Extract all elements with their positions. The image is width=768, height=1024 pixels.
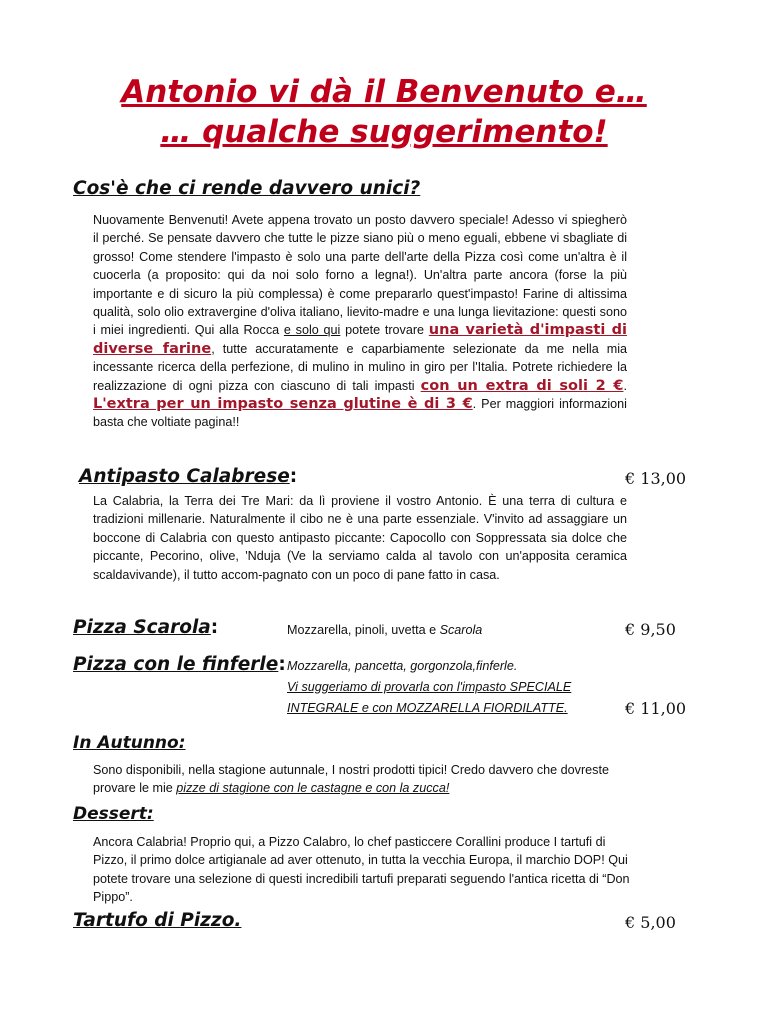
intro-paragraph: Nuovamente Benvenuti! Avete appena trovato un posto davvero speciale! Adesso vi spiegherò il perché. Se pensate davvero che tutte le pizze siano più o meno eguali, ebbene vi sbagliate di grosso! Come stendere l'impasto è solo una parte dell'arte della Pizza così come un'altra è il cuocerla (a proposito: qui da noi solo forno a legna!). Un'altra parte ancora (forse la più importante e di sicuro la più complessa) è come prepararlo quest'impasto! Farine di altissima qualità, solo olio extravergine d'oliva italiano, lievito-madre e una lunga lievitazione: questi sono i miei ingredienti. Qui alla Rocca e solo qui potete trovare una varietà d'impasti di diverse farine, tutte accuratamente e caparbiamente selezionate da me nella mia incessante ricerca della perfezione, di mulino in mulino in giro per l'Italia. Potrete richiedere la realizzazione di ogni pizza con ciascuno di tali impasti con un extra di soli 2 €. L'extra per un impasto senza glutine è di 3 €. Per maggiori informazioni basta che voltiate pagina!! <box>93 213 628 430</box>
autunno-seasonal-pizzas: pizze di stagione con le castagne e con la zucca! <box>176 781 450 796</box>
intro-highlight-flours: una varietà d'impasti di diverse farine <box>93 322 627 357</box>
dessert-heading: Dessert: <box>73 804 154 824</box>
autunno-text: Sono disponibili, nella stagione autunnale, I nostri prodotti tipici! Credo davvero che dovreste provare le mie pizze di stagione con le castagne e con la zucca! <box>93 763 609 796</box>
intro-emphasis: e solo qui <box>283 323 341 338</box>
intro-highlight-gluten-free: L'extra per un impasto senza glutine è di 3 € <box>93 396 473 413</box>
dessert-text: Ancora Calabria! Proprio qui, a Pizzo Calabro, lo chef pasticcere Corallini produce I tartufi di Pizzo, il primo dolce artigianale ad aver ottenuto, in tutta la vecchia Europa, il marchio DOP! Qui potete trovare una selezione di questi incredibili tartufi preparati seguendo l'antica ricetta di “Don Pippo”. <box>93 835 630 905</box>
antipasto-heading: Antipasto Calabrese: <box>79 466 298 487</box>
page-title-line-2: … qualche suggerimento! <box>160 114 608 150</box>
pizza-scarola-price: € 9,50 <box>625 620 676 639</box>
pizza-finferle-suggestion-line-1: Vi suggeriamo di provarla con l'impasto SPECIALE <box>287 680 572 694</box>
intro-heading: Cos'è che ci rende davvero unici? <box>73 178 421 199</box>
pizza-scarola-heading: Pizza Scarola: <box>73 617 219 638</box>
page-title-line-1: Antonio vi dà il Benvenuto e… <box>121 74 647 110</box>
pizza-finferle-heading: Pizza con le finferle: <box>73 654 286 675</box>
pizza-finferle-ingredients: Mozzarella, pancetta, gorgonzola,finferle. <box>287 659 518 673</box>
antipasto-price: € 13,00 <box>625 469 687 488</box>
autunno-heading: In Autunno: <box>73 733 186 753</box>
pizza-scarola-ingredients: Mozzarella, pinoli, uvetta e Scarola <box>287 623 483 637</box>
pizza-finferle-suggestion-line-2: INTEGRALE e con MOZZARELLA FIORDILATTE. <box>287 701 568 715</box>
pizza-finferle-price: € 11,00 <box>625 699 687 718</box>
antipasto-description: La Calabria, la Terra dei Tre Mari: da lì proviene il vostro Antonio. È una terra di cultura e tradizioni millenarie. Naturalmente il cibo ne è una parte essenziale. V'invito ad assaggiare un boccone di Calabria con questo antipasto piccante: Capocollo con Soppressata sia dolce che piccante, Pecorino, olive, 'Nduja (Ve la serviamo calda al tavolo con un'apposita ceramica scaldavivande), il tutto accom-pagnato con un poco di pane fatto in casa. <box>93 494 627 582</box>
tartufo-price: € 5,00 <box>625 913 676 932</box>
tartufo-heading: Tartufo di Pizzo. <box>73 910 242 931</box>
intro-highlight-extra-price: con un extra di soli 2 € <box>420 377 624 394</box>
